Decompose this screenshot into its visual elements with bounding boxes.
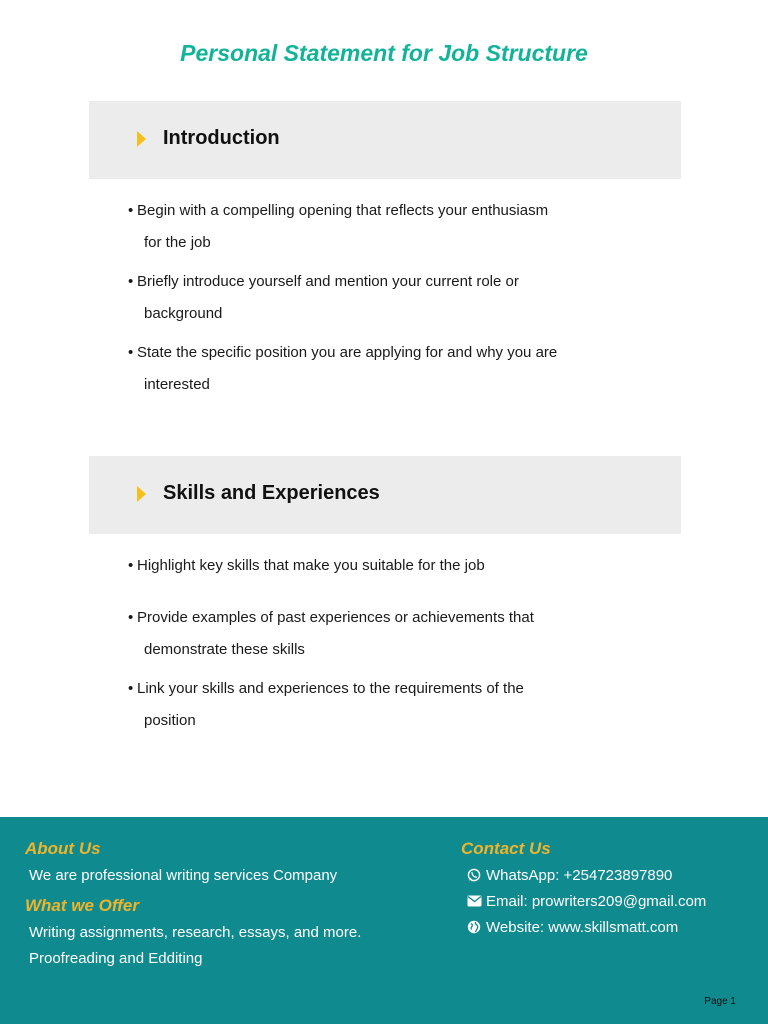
contact-email[interactable]: Email: prowriters209@gmail.com <box>466 893 706 910</box>
bullet-item: • Link your skills and experiences to the requirements of the position <box>128 680 524 729</box>
bullet-item: • Highlight key skills that make you suitable for the job <box>128 557 485 574</box>
envelope-icon <box>466 893 482 909</box>
arrow-right-icon <box>137 131 146 147</box>
whatsapp-icon <box>466 867 482 883</box>
about-text: We are professional writing services Company <box>29 867 338 884</box>
contact-title: Contact Us <box>461 839 551 858</box>
offer-title: What we Offer <box>25 896 139 915</box>
contact-whatsapp[interactable]: WhatsApp: +254723897890 <box>466 867 672 884</box>
bullet-item: • Provide examples of past experiences or achievements that demonstrate these skills <box>128 609 534 658</box>
arrow-right-icon <box>137 486 146 502</box>
section-header-introduction <box>89 101 681 179</box>
section-heading: Skills and Experiences <box>163 482 380 504</box>
contact-website[interactable]: Website: www.skillsmatt.com <box>466 919 678 936</box>
globe-icon <box>466 919 482 935</box>
page-number: Page 1 <box>704 996 736 1007</box>
footer <box>0 817 768 1024</box>
bullet-item: • Begin with a compelling opening that reflects your enthusiasm for the job <box>128 202 549 251</box>
offer-line: Writing assignments, research, essays, and more. <box>29 924 362 941</box>
about-title: About Us <box>25 839 101 858</box>
bullet-item: • Briefly introduce yourself and mention your current role or background <box>128 273 519 322</box>
bullet-item: • State the specific position you are applying for and why you are interested <box>128 344 558 393</box>
offer-line: Proofreading and Edditing <box>29 950 203 967</box>
section-header-skills <box>89 456 681 534</box>
page-title: Personal Statement for Job Structure <box>180 40 588 66</box>
section-heading: Introduction <box>163 127 280 149</box>
